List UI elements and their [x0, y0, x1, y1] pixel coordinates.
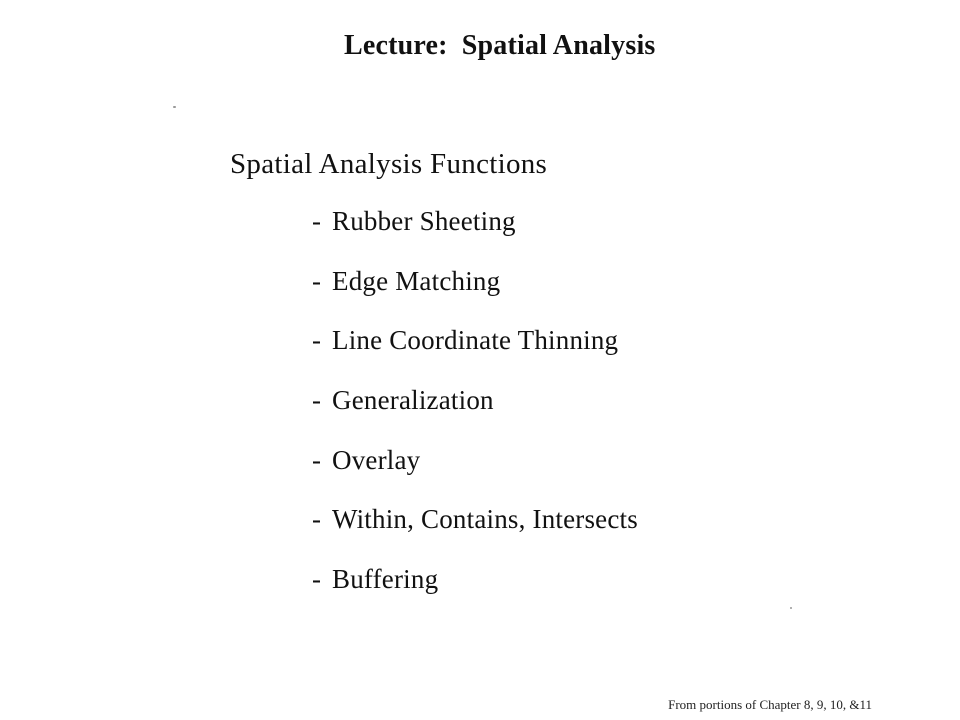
list-item — [312, 325, 638, 385]
bullet-dash: - — [312, 504, 322, 535]
list-item — [312, 385, 638, 445]
bullet-dash: - — [312, 444, 322, 475]
scan-speck — [790, 607, 792, 609]
function-list — [312, 206, 638, 624]
list-item — [312, 504, 638, 564]
bullet-dash: - — [312, 385, 322, 416]
bullet-dash: - — [312, 206, 322, 236]
list-item-text: Buffering — [332, 564, 439, 595]
bullet-dash: - — [312, 265, 322, 296]
title-label: Lecture: — [344, 30, 448, 61]
title-topic: Spatial Analysis — [461, 30, 656, 61]
bullet-dash: - — [312, 564, 322, 595]
list-item — [312, 445, 638, 505]
scan-speck — [173, 106, 176, 108]
list-item — [312, 564, 638, 624]
list-item-text: Line Coordinate Thinning — [332, 325, 619, 356]
list-item-text: Overlay — [332, 444, 421, 475]
list-item — [312, 266, 638, 326]
bullet-dash: - — [312, 325, 322, 356]
section-heading: Spatial Analysis Functions — [230, 148, 548, 180]
list-item-text: Edge Matching — [332, 265, 501, 296]
slide-title — [344, 30, 656, 62]
list-item — [312, 206, 638, 266]
list-item-text: Within, Contains, Intersects — [332, 504, 638, 535]
source-footnote: From portions of Chapter 8, 9, 10, &11 — [668, 697, 872, 712]
list-item-text: Rubber Sheeting — [332, 206, 516, 236]
list-item-text: Generalization — [332, 385, 494, 416]
